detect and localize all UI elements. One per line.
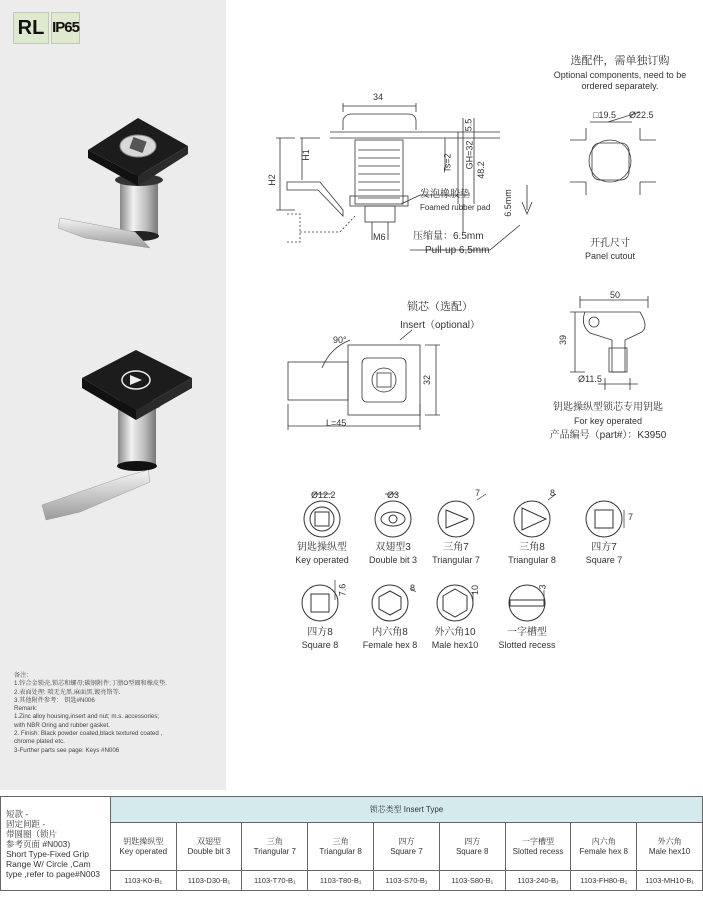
insert-fhex-en: Female hex 8 xyxy=(362,640,418,650)
part-code-cell: 1103-S80-B₁ xyxy=(439,871,505,891)
dim-h1: H1 xyxy=(300,149,311,161)
optional-title-cn: 选配件，需单独订购 xyxy=(570,55,670,67)
insert-fhex-cn: 内六角8 xyxy=(372,627,408,638)
panel-cutout-cn: 开孔尺寸 xyxy=(590,238,630,249)
cutout-dim-1: □19.5 xyxy=(593,110,616,120)
optional-en-2: ordered separately. xyxy=(581,81,659,91)
row-label-line: 参考页面 #N003) xyxy=(6,838,71,849)
insert-key-en: Key operated xyxy=(295,555,349,565)
note-line: 1.Zinc alloy housing,insert and nut; m.s. accessories; xyxy=(14,713,160,721)
foam-pad-cn: 发泡橡胶垫 xyxy=(420,189,470,200)
part-code-cell: 1103-T80-B₁ xyxy=(308,871,374,891)
key-part-number: 产品编号（part#）：K3950 xyxy=(549,430,667,441)
insert-sq7-en: Square 7 xyxy=(585,555,623,565)
front-view-drawing xyxy=(288,330,440,430)
dim-l45: L=45 xyxy=(326,418,347,428)
insert-dim-tri7: 7 xyxy=(475,488,481,498)
key-title-cn: 钥匙操纵型锁芯专用钥匙 xyxy=(553,402,663,413)
part-code-cell: 1103-T70-B₁ xyxy=(242,871,308,891)
row-label-line: 短款 - xyxy=(6,808,29,819)
note-line: 备注： xyxy=(14,672,33,679)
lock-photo-triangular xyxy=(42,350,192,520)
dim-gh: GH=32 xyxy=(464,140,475,170)
insert-dim-mhex: 10 xyxy=(470,584,481,596)
table-header-cell: 双翅型 Double bit 3 xyxy=(176,823,242,871)
table-header-cell: 内六角 Female hex 8 xyxy=(571,823,637,871)
insert-tri8-cn: 三角8 xyxy=(519,542,545,553)
insert-optional-en: Insert（optional） xyxy=(399,320,481,331)
insert-tri7-cn: 三角7 xyxy=(443,542,469,553)
row-label-line: 固定间距 - xyxy=(6,818,46,829)
table-header-cell: 三角 Triangular 8 xyxy=(308,823,374,871)
dim-34: 34 xyxy=(373,92,384,102)
part-code-cell: 1103-MH10-B₁ xyxy=(637,871,703,891)
panel-cutout-en: Panel cutout xyxy=(584,251,636,261)
part-code-cell: 1103-S70-B₁ xyxy=(374,871,440,891)
insert-slot-cn: 一字槽型 xyxy=(507,627,547,638)
table-header-cell: 三角 Triangular 7 xyxy=(242,823,308,871)
dim-5-5: 5.5 xyxy=(463,118,474,132)
table-header-cell: 一字槽型 Slotted recess xyxy=(505,823,571,871)
insert-optional-cn: 锁芯（选配） xyxy=(407,301,473,313)
row-label-line: Short Type-Fixed Grip xyxy=(6,848,89,859)
note-line: Remark: xyxy=(14,705,38,713)
insert-sq8-cn: 四方8 xyxy=(307,627,333,638)
insert-dim-key: Ø12.2 xyxy=(311,490,336,500)
insert-mhex-en: Male hex10 xyxy=(431,640,479,650)
dim-32: 32 xyxy=(422,374,433,386)
lock-photo-key xyxy=(58,118,188,248)
insert-tri7-en: Triangular 7 xyxy=(432,555,480,565)
insert-key-cn: 钥匙操纵型 xyxy=(297,542,347,553)
note-line: 1.锌合金锁壳,锁芯和螺母;碳钢附件;丁腈O型圈和橡皮垫. xyxy=(14,680,167,688)
table-header-cell: 四方 Square 7 xyxy=(374,823,440,871)
compression-cn: 压缩量：6.5mm xyxy=(413,231,484,242)
remarks xyxy=(14,672,224,755)
rl-badge: RL xyxy=(13,12,49,44)
dim-6-5mm: 6.5mm xyxy=(502,189,513,217)
insert-mhex-cn: 外六角10 xyxy=(434,627,476,638)
dim-48-2: 48.2 xyxy=(475,161,486,179)
note-line: 3-Further parts see page: Keys #N006 xyxy=(14,746,120,754)
part-number-table xyxy=(0,796,703,891)
part-code-cell: 1103-FH80-B₁ xyxy=(571,871,637,891)
key-dim-11-5: Ø11.5 xyxy=(578,374,602,384)
insert-double-cn: 双翅型3 xyxy=(375,542,411,553)
dim-angle: 90° xyxy=(333,335,347,345)
table-header-cell: 四方 Square 8 xyxy=(439,823,505,871)
row-label-line: Range W/ Circle ,Cam xyxy=(6,858,91,869)
dim-m6: M6 xyxy=(373,232,386,242)
row-label-line: 带圆圈（锁片 xyxy=(6,828,58,839)
insert-dim-fhex: 8 xyxy=(410,583,416,593)
key-title-en: For key operated xyxy=(573,416,643,426)
dim-h2: H2 xyxy=(266,174,277,186)
dim-ts: Ts=2 xyxy=(442,153,453,173)
table-header-cell: 钥匙操纵型 Key operated xyxy=(110,823,176,871)
part-code-cell: 1103-K0-B₁ xyxy=(110,871,176,891)
insert-type-header: 锁芯类型 Insert Type xyxy=(110,797,702,823)
insert-dim-slot: 3 xyxy=(537,584,548,590)
foam-pad-en: Foamed rubber pad xyxy=(420,203,491,212)
row-label-line: type ,refer to page#N003 xyxy=(6,868,101,879)
note-line: chrome plated etc. xyxy=(14,738,65,746)
insert-dim-double: Ø3 xyxy=(387,490,400,500)
cutout-dim-2: Ø22.5 xyxy=(629,110,654,120)
table-row-label xyxy=(1,797,111,891)
panel-cutout-drawing xyxy=(570,112,656,195)
insert-double-en: Double bit 3 xyxy=(368,555,418,565)
table-header-cell: 外六角 Male hex10 xyxy=(637,823,703,871)
note-line: 2.表面处理: 喷无光黑,麻面黑,镀亮铬等. xyxy=(14,688,121,696)
insert-tri8-en: Triangular 8 xyxy=(508,555,556,565)
ip65-badge: IP65 xyxy=(51,12,80,44)
part-code-cell: 1103-240-B₁ xyxy=(505,871,571,891)
insert-dim-tri8: 8 xyxy=(550,488,556,498)
insert-dim-sq8: 7.6 xyxy=(337,583,348,597)
key-dim-50: 50 xyxy=(610,290,621,300)
note-line: 2. Finish: Black powder coated,black textured coated , xyxy=(14,730,163,738)
optional-en-1: Optional components, need to be xyxy=(553,70,687,80)
key-dim-39: 39 xyxy=(558,334,569,346)
note-line: 3.其他附件参考： 钥匙#N006 xyxy=(14,696,95,704)
insert-sq8-en: Square 8 xyxy=(301,640,339,650)
insert-dim-sq7: 7 xyxy=(628,512,634,522)
insert-slot-en: Slotted recess xyxy=(498,640,556,650)
compression-en: Pull-up 6,5mm xyxy=(425,245,490,256)
note-line: with NBR Oring and rubber gasket. xyxy=(14,721,110,729)
side-view-drawing xyxy=(276,103,532,250)
insert-sq7-cn: 四方7 xyxy=(591,542,617,553)
part-code-cell: 1103-D30-B₁ xyxy=(176,871,242,891)
